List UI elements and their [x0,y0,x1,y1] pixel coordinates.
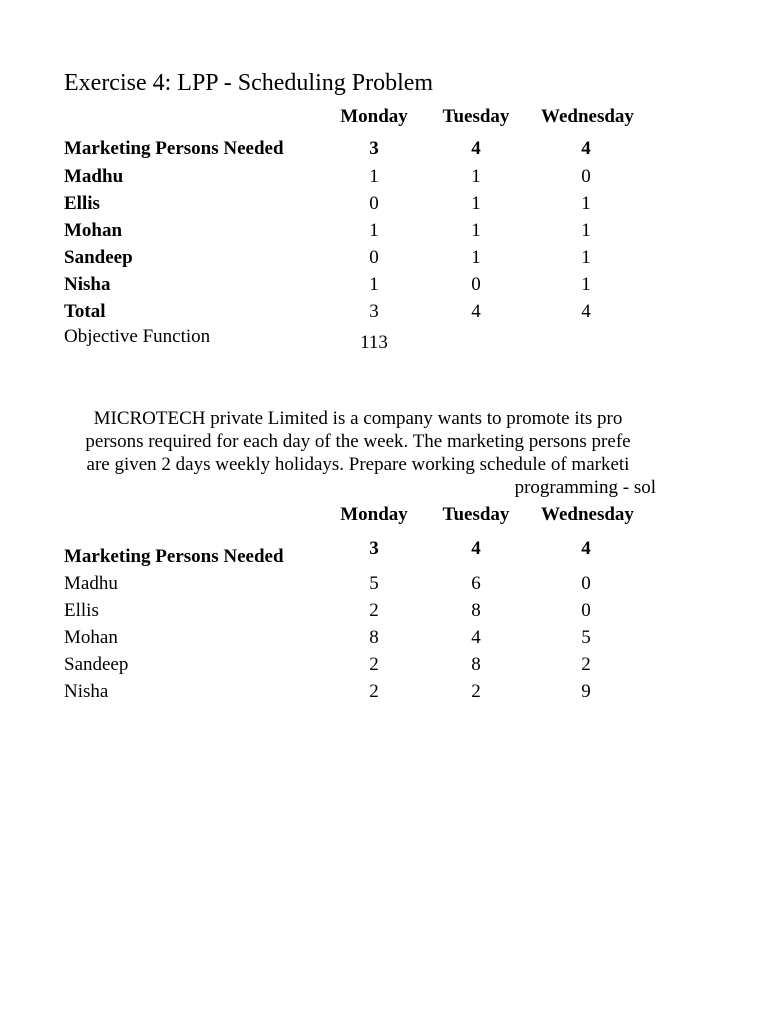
table1-row-total [0,301,660,327]
table1-cell: 0 [369,247,379,268]
table2-row-madhu [0,573,660,599]
table2-cell: 5 [369,573,379,594]
table2-cell: 2 [581,654,591,675]
table1-cell: 1 [471,220,481,241]
description-line: are given 2 days weekly holidays. Prepare working schedule of marketi [86,454,630,475]
description-line: MICROTECH private Limited is a company wants to promote its pro [93,408,623,429]
table1-row-label: Mohan [64,220,123,241]
table1-cell: 4 [581,301,591,322]
table2-header-monday: Monday [340,504,408,525]
table1-cell: 0 [581,166,591,187]
table2-row-ellis [0,600,660,626]
table1-header-wednesday: Wednesday [541,106,634,127]
table2-cell: 4 [471,538,481,559]
table2-cell: 9 [581,681,591,702]
table1-cell: 1 [471,247,481,268]
problem-description [60,407,656,499]
table1-row-ellis [0,193,660,219]
table1-cell: 1 [471,193,481,214]
table2-row-label: Ellis [64,600,99,621]
objective-function-value: 113 [360,332,388,353]
table1-cell: 4 [581,138,591,159]
table1-cell: 1 [369,274,379,295]
table1-cell: 4 [471,138,481,159]
table1-row-label: Sandeep [64,247,133,268]
table2-row-label: Madhu [64,573,118,594]
table2-cell: 3 [369,538,379,559]
table2-cell: 2 [369,600,379,621]
table2-row-label: Mohan [64,627,118,648]
table2-cell: 8 [369,627,379,648]
description-line: programming - sol [514,477,656,498]
table1-cell: 1 [369,220,379,241]
table1-row-label: Madhu [64,166,124,187]
table2-header-tuesday: Tuesday [442,504,510,525]
table1-row-label: Marketing Persons Needed [64,138,284,159]
table1-row-label: Nisha [64,274,111,295]
table2-cell: 0 [581,573,591,594]
table2-cell: 8 [471,600,481,621]
table2-row-needed [0,546,660,572]
table1-cell: 0 [369,193,379,214]
table1-cell: 1 [581,247,591,268]
description-line: persons required for each day of the week. The marketing persons prefe [85,431,631,452]
table2-header-wednesday: Wednesday [541,504,634,525]
table1-cell: 1 [581,193,591,214]
table1-row-label: Ellis [64,193,100,214]
table1-header-monday: Monday [340,106,408,127]
objective-function-value-row [0,332,660,358]
table1-cell: 1 [581,274,591,295]
table2-row-sandeep [0,654,660,680]
table1-row-madhu [0,166,660,192]
table1-header-row [0,106,660,132]
table2-row-mohan [0,627,660,653]
table2-row-label: Nisha [64,681,109,702]
table2-cell: 0 [581,600,591,621]
table1-row-label: Total [64,301,106,322]
table2-row-label: Sandeep [64,654,129,675]
table2-cell: 8 [471,654,481,675]
table2-cell: 5 [581,627,591,648]
table2-row-nisha [0,681,660,707]
table1-row-sandeep [0,247,660,273]
objective-function-label: Objective Function [64,326,211,347]
table2-cell: 6 [471,573,481,594]
table1-row-needed [0,138,660,164]
table1-cell: 1 [581,220,591,241]
table2-cell: 2 [369,681,379,702]
table2-cell: 2 [471,681,481,702]
table1-cell: 3 [369,301,379,322]
table1-cell: 3 [369,138,379,159]
table2-cell: 4 [471,627,481,648]
table1-cell: 0 [471,274,481,295]
table1-header-tuesday: Tuesday [442,106,510,127]
table2-cell: 2 [369,654,379,675]
table1-cell: 4 [471,301,481,322]
table1-row-nisha [0,274,660,300]
page-title: Exercise 4: LPP - Scheduling Problem [64,70,434,96]
table1-cell: 1 [369,166,379,187]
table2-header-row [0,504,660,530]
table1-cell: 1 [471,166,481,187]
table2-row-label: Marketing Persons Needed [64,546,284,567]
table2-cell: 4 [581,538,591,559]
table1-row-mohan [0,220,660,246]
